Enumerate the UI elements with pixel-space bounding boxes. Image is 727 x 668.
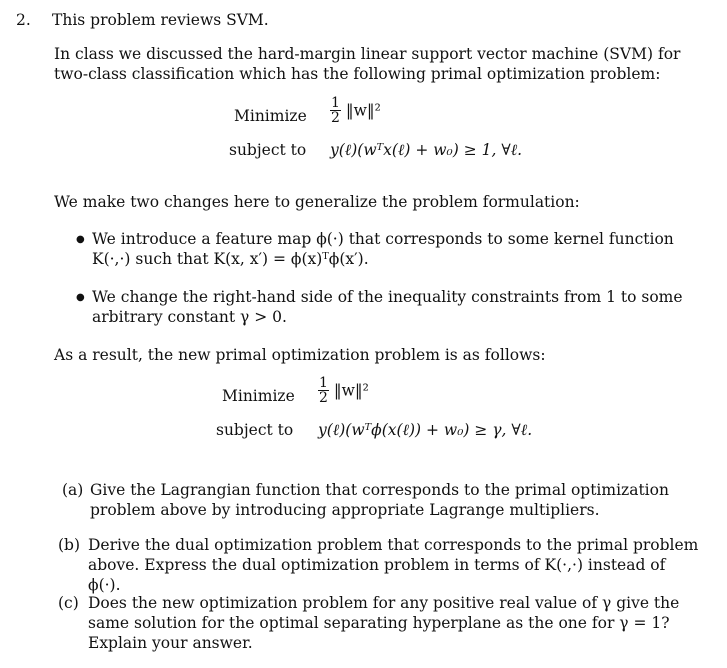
bullet-dot-2: ● [76, 292, 85, 303]
result-intro: As a result, the new primal optimization problem is as follows: [54, 346, 546, 364]
eq2-norm: ‖w‖² [333, 381, 369, 400]
question-a-text: Give the Lagrangian function that corresponds to the primal optimization problem above by introducing appropriate Lagrange multipliers. [90, 481, 669, 519]
eq1-objective [330, 96, 381, 125]
eq1-fraction [330, 96, 341, 125]
eq2-subject-label: subject to [216, 421, 294, 439]
eq2-numerator: 1 [319, 375, 328, 391]
eq2-denominator: 2 [319, 390, 328, 406]
eq2-minimize-label: Minimize [222, 387, 295, 405]
eq2-fraction [318, 376, 329, 405]
eq2-constraint: y(ℓ)(wᵀϕ(x(ℓ)) + w₀) ≥ γ, ∀ℓ. [318, 421, 533, 439]
bullet-dot-1: ● [76, 234, 85, 245]
question-c-text: Does the new optimization problem for any positive real value of γ give the same solution for the optimal separating hyperplane as the one for γ = 1? Explain your answer. [88, 594, 680, 652]
problem-title: This problem reviews SVM. [52, 11, 269, 29]
eq1-minimize-label: Minimize [234, 107, 307, 125]
eq2-objective [318, 376, 369, 405]
question-a-label: (a) [62, 481, 84, 499]
intro-paragraph: In class we discussed the hard-margin linear support vector machine (SVM) for two-class classification which has the following primal optimization problem: [54, 45, 681, 83]
eq1-subject-label: subject to [229, 141, 307, 159]
question-b-label: (b) [58, 536, 81, 554]
bullet-text-1: We introduce a feature map ϕ(·) that corresponds to some kernel function K(·,·) such that K(x, x′) = ϕ(x)ᵀϕ(x′). [92, 230, 674, 268]
eq1-constraint: y(ℓ)(wᵀx(ℓ) + w₀) ≥ 1, ∀ℓ. [330, 141, 523, 159]
problem-number: 2. [16, 11, 31, 29]
question-b-text: Derive the dual optimization problem that corresponds to the primal problem above. Express the dual optimization problem in terms of K(·,·) instead of ϕ(·). [88, 536, 699, 594]
eq1-denominator: 2 [331, 110, 340, 126]
eq1-norm: ‖w‖² [345, 101, 381, 120]
changes-intro: We make two changes here to generalize the problem formulation: [54, 193, 580, 211]
eq1-numerator: 1 [331, 95, 340, 111]
bullet-text-2: We change the right-hand side of the inequality constraints from 1 to some arbitrary constant γ > 0. [92, 288, 683, 326]
question-c-label: (c) [58, 594, 79, 612]
